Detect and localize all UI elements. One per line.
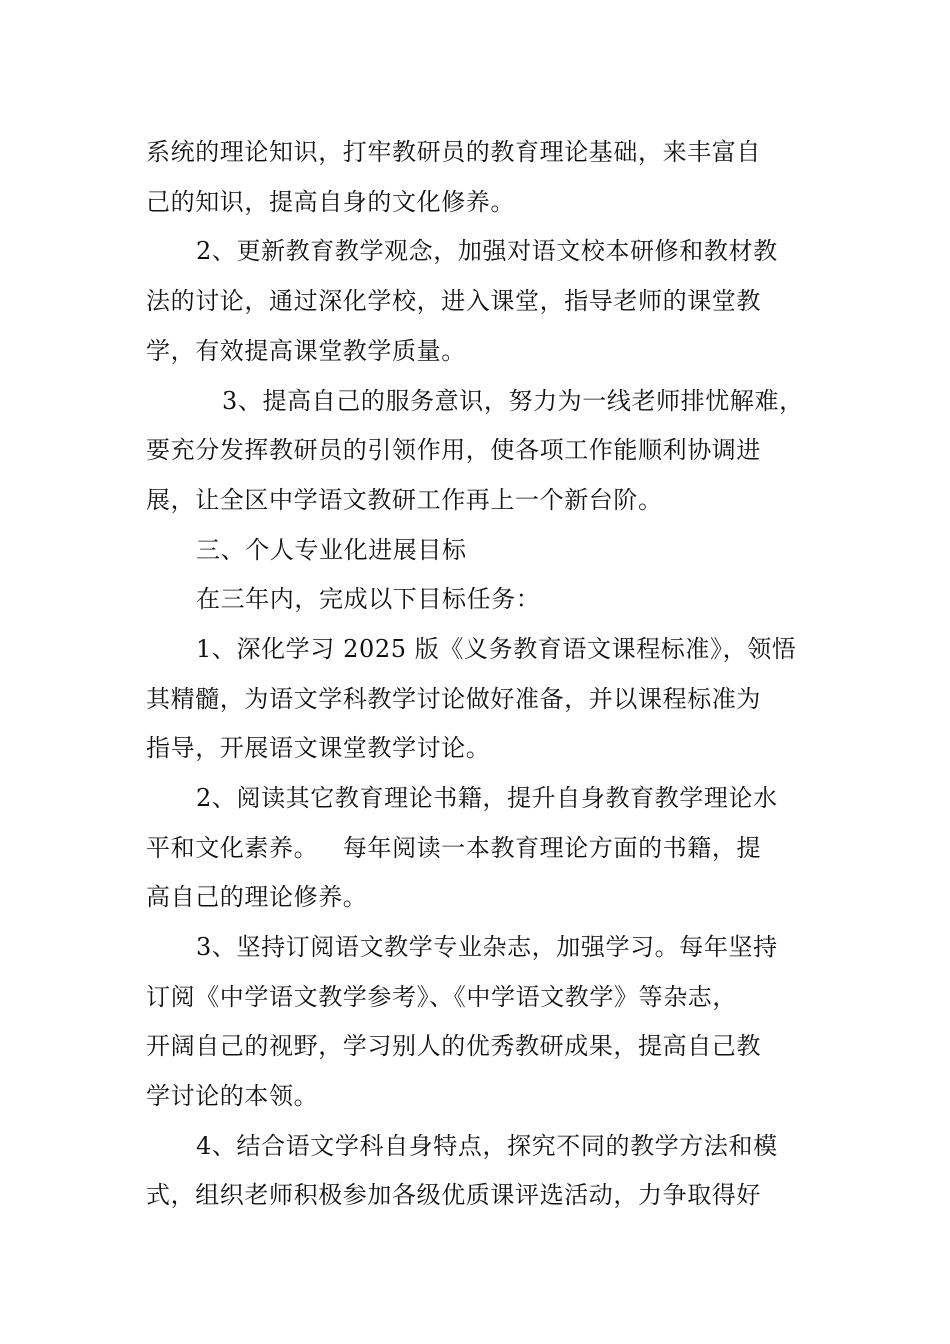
text-line: 开阔自己的视野，学习别人的优秀教研成果，提高自己教 <box>146 1032 761 1060</box>
text-line: 指导，开展语文课堂教学讨论。 <box>146 734 491 762</box>
text-line: 平和文化素养。 每年阅读一本教育理论方面的书籍，提 <box>146 834 762 862</box>
text-line: 学讨论的本领。 <box>146 1082 319 1110</box>
text-line: 己的知识，提高自身的文化修养。 <box>146 188 515 216</box>
text-line: 3、提高自己的服务意识，努力为一线老师排忧解难， <box>222 387 804 415</box>
text-line: 高自己的理论修养。 <box>146 883 368 911</box>
text-line: 3、坚持订阅语文教学专业杂志，加强学习。每年坚持 <box>196 933 778 961</box>
text-line: 式，组织老师积极参加各级优质课评选活动，力争取得好 <box>146 1181 761 1209</box>
text-line: 系统的理论知识，打牢教研员的教育理论基础，来丰富自 <box>146 138 761 166</box>
text-line: 4、结合语文学科自身特点，探究不同的教学方法和模 <box>196 1132 778 1160</box>
text-line: 展，让全区中学语文教研工作再上一个新台阶。 <box>146 486 663 514</box>
section-heading: 三、个人专业化进展目标 <box>196 536 467 564</box>
text-line: 在三年内，完成以下目标任务： <box>196 585 541 613</box>
text-line: 2、更新教育教学观念，加强对语文校本研修和教材教 <box>196 237 778 265</box>
text-line: 2、阅读其它教育理论书籍，提升自身教育教学理论水 <box>196 784 778 812</box>
text-line: 要充分发挥教研员的引领作用，使各项工作能顺利协调进 <box>146 436 761 464</box>
text-line: 学，有效提高课堂教学质量。 <box>146 337 466 365</box>
text-line: 1、深化学习 2025 版《义务教育语文课程标准》，领悟 <box>196 635 797 663</box>
text-line: 法的讨论，通过深化学校，进入课堂，指导老师的课堂教 <box>146 287 761 315</box>
text-line: 其精髓，为语文学科教学讨论做好准备，并以课程标准为 <box>146 685 761 713</box>
text-line: 订阅《中学语文教学参考》、《中学语文教学》等杂志， <box>146 983 737 1011</box>
